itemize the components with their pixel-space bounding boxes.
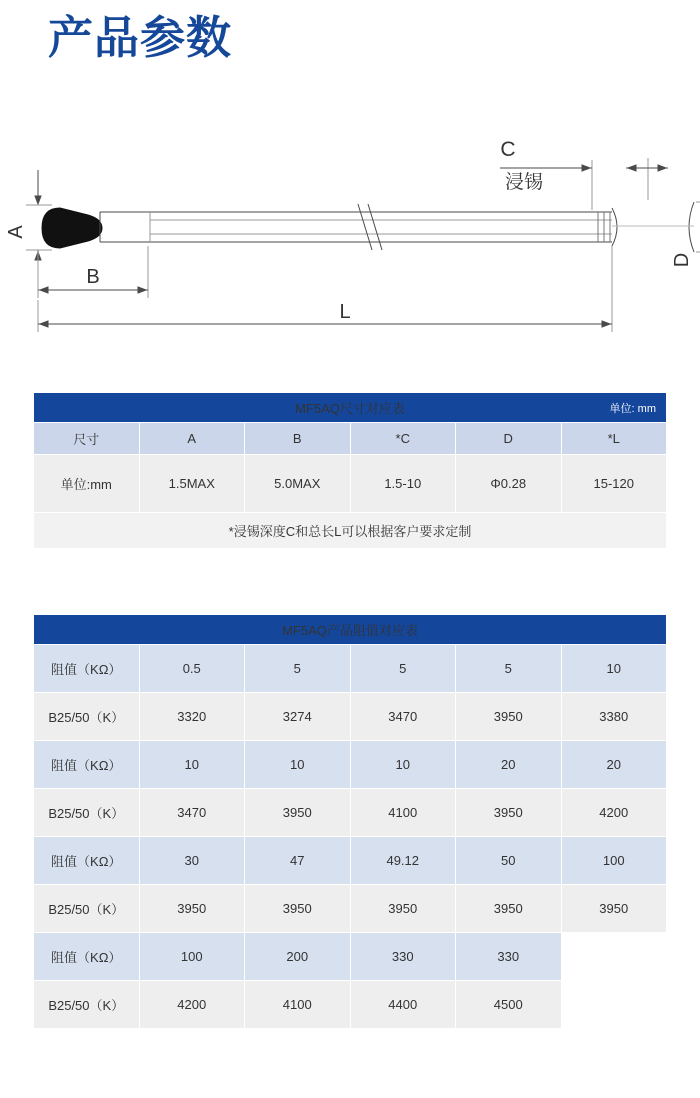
dimension-table-header-cell	[34, 393, 667, 423]
res-row-0-label: 阻值（KΩ）	[34, 645, 140, 693]
dimension-table-unit: 单位: mm	[609, 402, 656, 415]
res-row-5-val-2: 3950	[350, 885, 456, 933]
res-row-0-val-2: 5	[350, 645, 456, 693]
res-row-6-val-4	[561, 933, 667, 981]
drawing-svg	[0, 100, 700, 360]
resistance-table-title: MF5AQ产品阻值对应表	[34, 615, 667, 645]
res-row-7-val-3: 4500	[456, 981, 562, 1029]
res-row-3-val-0: 3470	[139, 789, 245, 837]
dimension-table-value-row	[34, 455, 667, 513]
res-row-3-val-1: 3950	[245, 789, 351, 837]
res-row-1-val-2: 3470	[350, 693, 456, 741]
res-row-0-val-0: 0.5	[139, 645, 245, 693]
res-row-1-val-4: 3380	[561, 693, 667, 741]
dim-col-4: D	[456, 423, 562, 455]
dim-val-1: 1.5MAX	[139, 455, 245, 513]
dimension-table-note: *浸锡深度C和总长L可以根据客户要求定制	[34, 513, 667, 549]
label-b: B	[86, 266, 100, 288]
res-row-4-val-0: 30	[139, 837, 245, 885]
res-row-5-val-3: 3950	[456, 885, 562, 933]
res-row-1-label: B25/50（K）	[34, 693, 140, 741]
label-d: D	[671, 252, 693, 268]
res-row-4-val-4: 100	[561, 837, 667, 885]
res-row-6-label: 阻值（KΩ）	[34, 933, 140, 981]
bead-body	[42, 208, 102, 248]
table-row	[34, 981, 667, 1029]
dim-val-3: 1.5-10	[350, 455, 456, 513]
dim-val-0: 单位:mm	[34, 455, 140, 513]
res-row-4-label: 阻值（KΩ）	[34, 837, 140, 885]
dim-val-2: 5.0MAX	[245, 455, 351, 513]
res-row-3-label: B25/50（K）	[34, 789, 140, 837]
res-row-3-val-2: 4100	[350, 789, 456, 837]
res-row-3-val-3: 3950	[456, 789, 562, 837]
res-row-4-val-3: 50	[456, 837, 562, 885]
res-row-6-val-3: 330	[456, 933, 562, 981]
res-row-7-val-1: 4100	[245, 981, 351, 1029]
res-row-0-val-4: 10	[561, 645, 667, 693]
label-c: C	[500, 138, 516, 161]
dim-col-0: 尺寸	[34, 423, 140, 455]
res-row-7-val-0: 4200	[139, 981, 245, 1029]
dimension-table-note-row	[34, 513, 667, 549]
res-row-1-val-0: 3320	[139, 693, 245, 741]
table-row	[34, 693, 667, 741]
dimension-table	[33, 392, 667, 549]
table-row	[34, 741, 667, 789]
resistance-table	[33, 614, 667, 1029]
dim-col-3: *C	[350, 423, 456, 455]
table-row	[34, 885, 667, 933]
res-row-6-val-2: 330	[350, 933, 456, 981]
res-row-0-val-3: 5	[456, 645, 562, 693]
res-row-5-label: B25/50（K）	[34, 885, 140, 933]
res-row-2-val-1: 10	[245, 741, 351, 789]
dim-val-5: 15-120	[561, 455, 667, 513]
res-row-4-val-1: 47	[245, 837, 351, 885]
res-row-0-val-1: 5	[245, 645, 351, 693]
res-row-7-val-2: 4400	[350, 981, 456, 1029]
dimension-table-column-row	[34, 423, 667, 455]
dimension-table-title: MF5AQ尺寸对应表	[295, 401, 405, 416]
label-l: L	[339, 301, 351, 323]
res-row-2-val-2: 10	[350, 741, 456, 789]
res-row-2-val-3: 20	[456, 741, 562, 789]
res-row-2-label: 阻值（KΩ）	[34, 741, 140, 789]
res-row-2-val-4: 20	[561, 741, 667, 789]
label-c-note: 浸锡	[504, 172, 544, 193]
dim-col-1: A	[139, 423, 245, 455]
res-row-5-val-4: 3950	[561, 885, 667, 933]
res-row-4-val-2: 49.12	[350, 837, 456, 885]
label-a: A	[5, 225, 27, 239]
res-row-1-val-1: 3274	[245, 693, 351, 741]
dim-col-2: B	[245, 423, 351, 455]
dim-col-5: *L	[561, 423, 667, 455]
res-row-5-val-0: 3950	[139, 885, 245, 933]
dimension-table-header-row	[34, 393, 667, 423]
res-row-6-val-0: 100	[139, 933, 245, 981]
dim-val-4: Φ0.28	[456, 455, 562, 513]
resistance-table-header-row	[34, 615, 667, 645]
table-row	[34, 645, 667, 693]
res-row-5-val-1: 3950	[245, 885, 351, 933]
table-row	[34, 837, 667, 885]
res-row-7-val-4	[561, 981, 667, 1029]
res-row-2-val-0: 10	[139, 741, 245, 789]
table-row	[34, 789, 667, 837]
page-title: 产品参数	[48, 12, 233, 63]
res-row-3-val-4: 4200	[561, 789, 667, 837]
product-dimension-drawing	[0, 100, 700, 360]
res-row-1-val-3: 3950	[456, 693, 562, 741]
table-row	[34, 933, 667, 981]
res-row-7-label: B25/50（K）	[34, 981, 140, 1029]
res-row-6-val-1: 200	[245, 933, 351, 981]
